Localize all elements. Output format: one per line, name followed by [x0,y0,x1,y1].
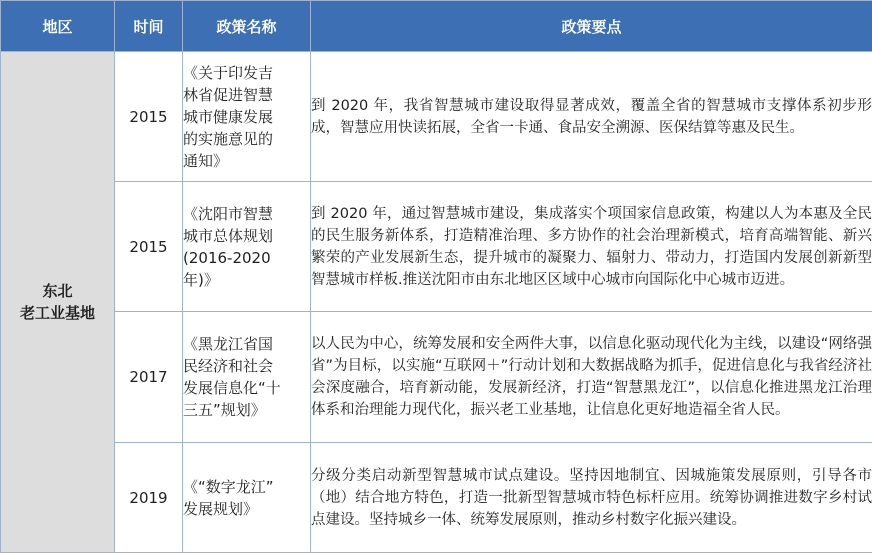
header-region: 地区 [1,1,115,52]
policy-name-line: 城市健康发展 [183,106,310,128]
policy-name-line: 民经济和社会 [183,355,310,377]
policy-name-line: 《关于印发吉 [183,62,310,84]
year-cell: 2015 [115,182,183,312]
region-line: 老工业基地 [1,302,114,324]
policy-name-line: (2016-2020 [183,247,310,269]
policy-name-cell [183,312,311,443]
header-policy-points: 政策要点 [311,1,872,52]
policy-name-line: 发展信息化“十 [183,377,310,399]
header-policy-name: 政策名称 [183,1,311,52]
region-cell [1,52,115,553]
table-row [1,312,872,443]
year-cell: 2015 [115,52,183,182]
policy-name-cell [183,443,311,553]
year-cell: 2019 [115,443,183,553]
policy-name-cell [183,52,311,182]
policy-name-line: 城市总体规划 [183,225,310,247]
region-line: 东北 [1,280,114,302]
table-row [1,182,872,312]
year-cell: 2017 [115,312,183,443]
policy-name-line: 的实施意见的 [183,128,310,150]
table-row [1,52,872,182]
table-row [1,443,872,553]
policy-name-line: 《沈阳市智慧 [183,203,310,225]
policy-points-cell: 分级分类启动新型智慧城市试点建设。坚持因地制宜、因城施策发展原则，引导各市（地）结合地方特色，打造一批新型智慧城市特色标杆应用。统筹协调推进数字乡村试点建设。坚持城乡一体、统筹发展原则，推动乡村数字化振兴建设。 [311,443,872,553]
policy-name-line: 三五”规划》 [183,399,310,421]
policy-name-cell [183,182,311,312]
policy-name-line: 《黑龙江省国 [183,333,310,355]
policy-points-cell: 以人民为中心，统筹发展和安全两件大事，以信息化驱动现代化为主线，以建设“网络强省”为目标，以实施“互联网＋”行动计划和大数据战略为抓手，促进信息化与我省经济社会深度融合，培育新动能，发展新经济，打造“智慧黑龙江”，以信息化推进黑龙江治理体系和治理能力现代化，振兴老工业基地，让信息化更好地造福全省人民。 [311,312,872,443]
policy-name-line: 《“数字龙江” [183,476,310,498]
policy-points-cell: 到 2020 年，通过智慧城市建设，集成落实个项国家信息政策，构建以人为本惠及全民的民生服务新体系，打造精准治理、多方协作的社会治理新模式，培育高端智能、新兴繁荣的产业发展新生态，提升城市的凝聚力、辐射力、带动力，打造国内发展创新新型智慧城市样板.推送沈阳市由东北地区区域中心城市向国际化中心城市迈进。 [311,182,872,312]
policy-name-line: 发展规划》 [183,498,310,520]
policy-name-line: 林省促进智慧 [183,84,310,106]
policy-name-line: 通知》 [183,150,310,172]
table-header-row [1,1,872,52]
policy-points-cell: 到 2020 年，我省智慧城市建设取得显著成效，覆盖全省的智慧城市支撑体系初步形成，智慧应用快读拓展，全省一卡通、食品安全溯源、医保结算等惠及民生。 [311,52,872,182]
policy-name-line: 年)》 [183,269,310,291]
header-year: 时间 [115,1,183,52]
